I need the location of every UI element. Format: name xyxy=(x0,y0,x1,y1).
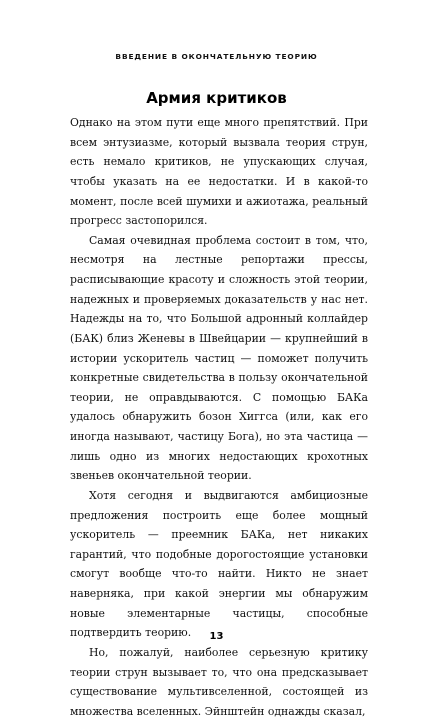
page-number: 13 xyxy=(209,631,224,642)
body-text xyxy=(70,113,368,721)
running-header: ВВЕДЕНИЕ В ОКОНЧАТЕЛЬНУЮ ТЕОРИЮ xyxy=(115,52,318,61)
paragraph-3: Хотя сегодня и выдвигаются амбициозные предложения построить еще более мощный ускоритель — преемник БАКа, нет никаких гарантий, что подобные дорогостоящие установки смогут вообще что-то найти. Никто не знает наверняка, при какой энергии мы обнаружим новые элементарные частицы, способные подтвердить теорию. xyxy=(70,488,368,640)
paragraph-4: Но, пожалуй, наиболее серьезную критику теории струн вызывает то, что она предсказывает существование мультивселенной, состоящей из множества вселенных. Эйнштейн однажды сказал, xyxy=(70,645,368,718)
section-title: Армия критиков xyxy=(146,89,287,107)
paragraph-2: Самая очевидная проблема состоит в том, что, несмотря на лестные репортажи прессы, расписывающие красоту и сложность этой теории, надежных и проверяемых доказательств у нас нет. Надежды на то, что Большой адронный коллайдер (БАК) близ Женевы в Швейцарии — крупнейший в истории ускоритель частиц — поможет получить конкретные свидетельства в пользу окончательной теории, не оправдываются. С помощью БАКа удалось обнаружить бозон Хиггса (или, как его иногда называют, частицу Бога), но эта частица — лишь одно из многих недостающих крохотных звеньев окончательной теории. xyxy=(70,233,368,483)
paragraph-1: Однако на этом пути еще много препятствий. При всем энтузиазме, который вызвала теория струн, есть немало критиков, не упускающих случая, чтобы указать на ее недостатки. И в какой-то момент, после всей шумихи и ажиотажа, реальный прогресс застопорился. xyxy=(70,116,368,228)
